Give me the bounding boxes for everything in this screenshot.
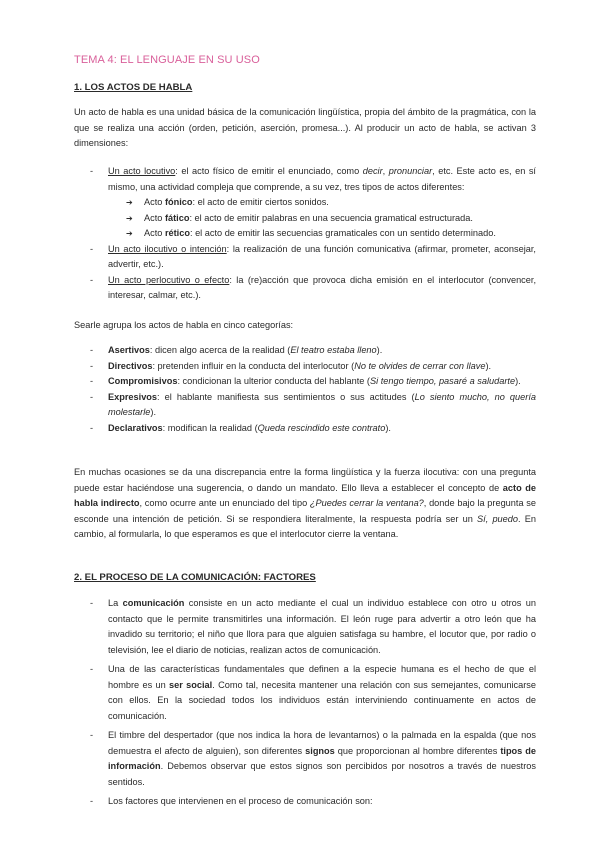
- category-item: [74, 374, 536, 390]
- ilocutivo-term: Un acto ilocutivo o intención: [108, 243, 227, 254]
- list-item-perlocutivo: [74, 273, 536, 304]
- category-name: Asertivos: [108, 345, 150, 355]
- category-text: : pretenden influir en la conducta del interlocutor (: [152, 360, 355, 371]
- category-example: Si tengo tiempo, pasaré a saludarte: [370, 376, 516, 386]
- perlocutivo-text: : la (re)acción que provoca dicha emisión en el interlocutor (convencer, interesar, calmar, etc.).: [108, 274, 536, 300]
- factor-item: [74, 728, 536, 790]
- category-item: [74, 359, 536, 375]
- factor-mid: que proporcionan al hombre diferentes: [334, 745, 501, 756]
- category-example: No te olvides de cerrar con llave: [354, 360, 486, 371]
- categories-list: [74, 343, 536, 436]
- searle-intro: [74, 318, 536, 334]
- indirect-term: acto de habla indirecto: [74, 482, 536, 508]
- sub-bold: fónico: [164, 197, 193, 207]
- category-example: Lo siento mucho, no quería molestarle: [108, 391, 536, 417]
- locutivo-text-1: : el acto físico de emitir el enunciado, como: [175, 166, 363, 176]
- factor-item: [74, 662, 536, 724]
- indirect-example-2: Sí, puedo: [477, 513, 518, 524]
- category-text: : condicionan la ulterior conducta del hablante (: [177, 376, 370, 386]
- section-1-heading: 1. LOS ACTOS DE HABLA: [74, 82, 193, 93]
- factor-item: - Los factores que intervienen en el proceso de comunicación son:: [74, 794, 536, 810]
- dimensions-list: [74, 164, 536, 304]
- sub-item-fatico: [108, 211, 536, 227]
- category-name: Declarativos: [108, 422, 163, 433]
- list-item-ilocutivo: [74, 242, 536, 273]
- factor-pre: El timbre del despertador (que nos indica la hora de levantarnos) o la palmada en la espalda (que nos demuestra el afecto de alguien), son diferentes: [108, 730, 536, 756]
- searle-paragraph: Searle agrupa los actos de habla en cinco categorías:: [74, 320, 294, 330]
- factor-bold-tipos: tipos de información: [108, 745, 536, 771]
- category-end: ).: [485, 360, 492, 371]
- section-1: [74, 80, 536, 96]
- factor-bold-signos: signos: [305, 745, 335, 756]
- category-text: : modifican la realidad (: [162, 422, 258, 433]
- factor-pre: La: [108, 598, 123, 608]
- indirect-text-4: . En cambio, al formularla, lo que esperamos es que el interlocutor cierre la ventana.: [74, 513, 536, 539]
- factor-bold: ser social: [169, 679, 213, 690]
- sub-post: : el acto de emitir las secuencias gramaticales con un sentido determinado.: [189, 228, 496, 238]
- locutivo-term: Un acto locutivo: [108, 166, 176, 176]
- indirect-example-1: ¿Puedes cerrar la ventana?: [309, 498, 424, 508]
- factor-post: . Debemos observar que estos signos son percibidos por nosotros a través de nuestros sentidos.: [108, 761, 536, 787]
- category-text: : dicen algo acerca de la realidad (: [149, 345, 291, 355]
- factor-bold: comunicación: [122, 598, 185, 608]
- indirect-text-1: En muchas ocasiones se da una discrepancia entre la forma lingüística y la fuerza ilocutiva: con una pregunta puede estar haciéndose una sugerencia, o dando un mandato. Ello lleva a establecer el concepto de: [74, 467, 536, 493]
- sub-pre: Acto: [144, 228, 165, 238]
- document-title: TEMA 4: EL LENGUAJE EN SU USO: [74, 54, 260, 66]
- indirect-text-3: , donde bajo la pregunta se esconde una intención de petición. Si se respondiera literalmente, la respuesta podría ser un: [74, 498, 536, 524]
- list-item-locutivo: [74, 164, 536, 242]
- factors-list: [74, 596, 536, 810]
- sub-item-fonico: [108, 195, 536, 211]
- sub-post: : el acto de emitir palabras en una secuencia gramatical estructurada.: [189, 212, 473, 223]
- indirect-act-paragraph: [74, 465, 536, 543]
- locutivo-italic-2: pronunciar: [388, 166, 433, 176]
- section-2: [74, 570, 536, 586]
- category-item: [74, 343, 536, 359]
- category-name: Expresivos: [108, 391, 158, 402]
- category-example: Queda rescindido este contrato: [257, 422, 386, 433]
- sub-pre: Acto: [144, 197, 165, 207]
- locutivo-text-3: , etc. Este acto es, en sí mismo, una actividad compleja que comprende, a su vez, tres tipos de actos diferentes:: [108, 166, 536, 192]
- sub-post: : el acto de emitir ciertos sonidos.: [192, 197, 329, 207]
- sub-bold: fático: [164, 212, 190, 223]
- category-end: ).: [515, 376, 521, 386]
- category-end: ).: [150, 407, 157, 417]
- sub-item-retico: [108, 226, 536, 242]
- locutivo-sublist: [108, 195, 536, 242]
- intro-paragraph: Un acto de habla es una unidad básica de la comunicación lingüística, propia del ámbito de la pragmática, con la que se realiza una acción (orden, petición, aserción, promesa...). Al producir un acto de habla, se activan 3 dimensiones:: [74, 107, 536, 148]
- category-item: [74, 390, 536, 421]
- category-text: : el hablante manifiesta sus sentimientos o sus actitudes (: [157, 391, 415, 402]
- factor-post: consiste en un acto mediante el cual un individuo establece con otro u otros un contacto que le permite transmitirles una información. El león ruge para advertir a otro león que ha invadido su territorio; el niño que llora para que alguien satisfaga su hambre, el locutor que, por radio o televisión, lee el diario de noticias, realizan actos de comunicación.: [108, 598, 536, 655]
- sub-pre: Acto: [144, 212, 165, 223]
- category-item: [74, 421, 536, 437]
- factor-pre: Una de las características fundamentales que definen a la especie humana es el hecho de que el hombre es un: [108, 664, 536, 690]
- category-end: ).: [376, 345, 383, 355]
- factor-post: . Como tal, necesita mantener una relación con sus semejantes, comunicarse con ellos. En la sociedad todos los individuos están interviniendo continuamente en actos de comunicación.: [108, 679, 537, 721]
- locutivo-text-2: ,: [382, 166, 389, 176]
- category-name: Directivos: [108, 360, 153, 371]
- sub-bold: rético: [164, 228, 190, 238]
- category-name: Compromisivos: [108, 376, 178, 386]
- indirect-text-2: , como ocurre ante un enunciado del tipo: [139, 498, 310, 508]
- perlocutivo-term: Un acto perlocutivo o efecto: [108, 274, 230, 285]
- factor-item: [74, 596, 536, 658]
- category-example: El teatro estaba lleno: [290, 345, 377, 355]
- section-2-heading: 2. EL PROCESO DE LA COMUNICACIÓN: FACTORES: [74, 572, 316, 583]
- category-end: ).: [385, 422, 391, 433]
- ilocutivo-text: : la realización de una función comunicativa (afirmar, prometer, aconsejar, advertir, etc.).: [108, 243, 536, 269]
- locutivo-italic-1: decir: [362, 166, 383, 176]
- section-1-intro: [74, 105, 536, 152]
